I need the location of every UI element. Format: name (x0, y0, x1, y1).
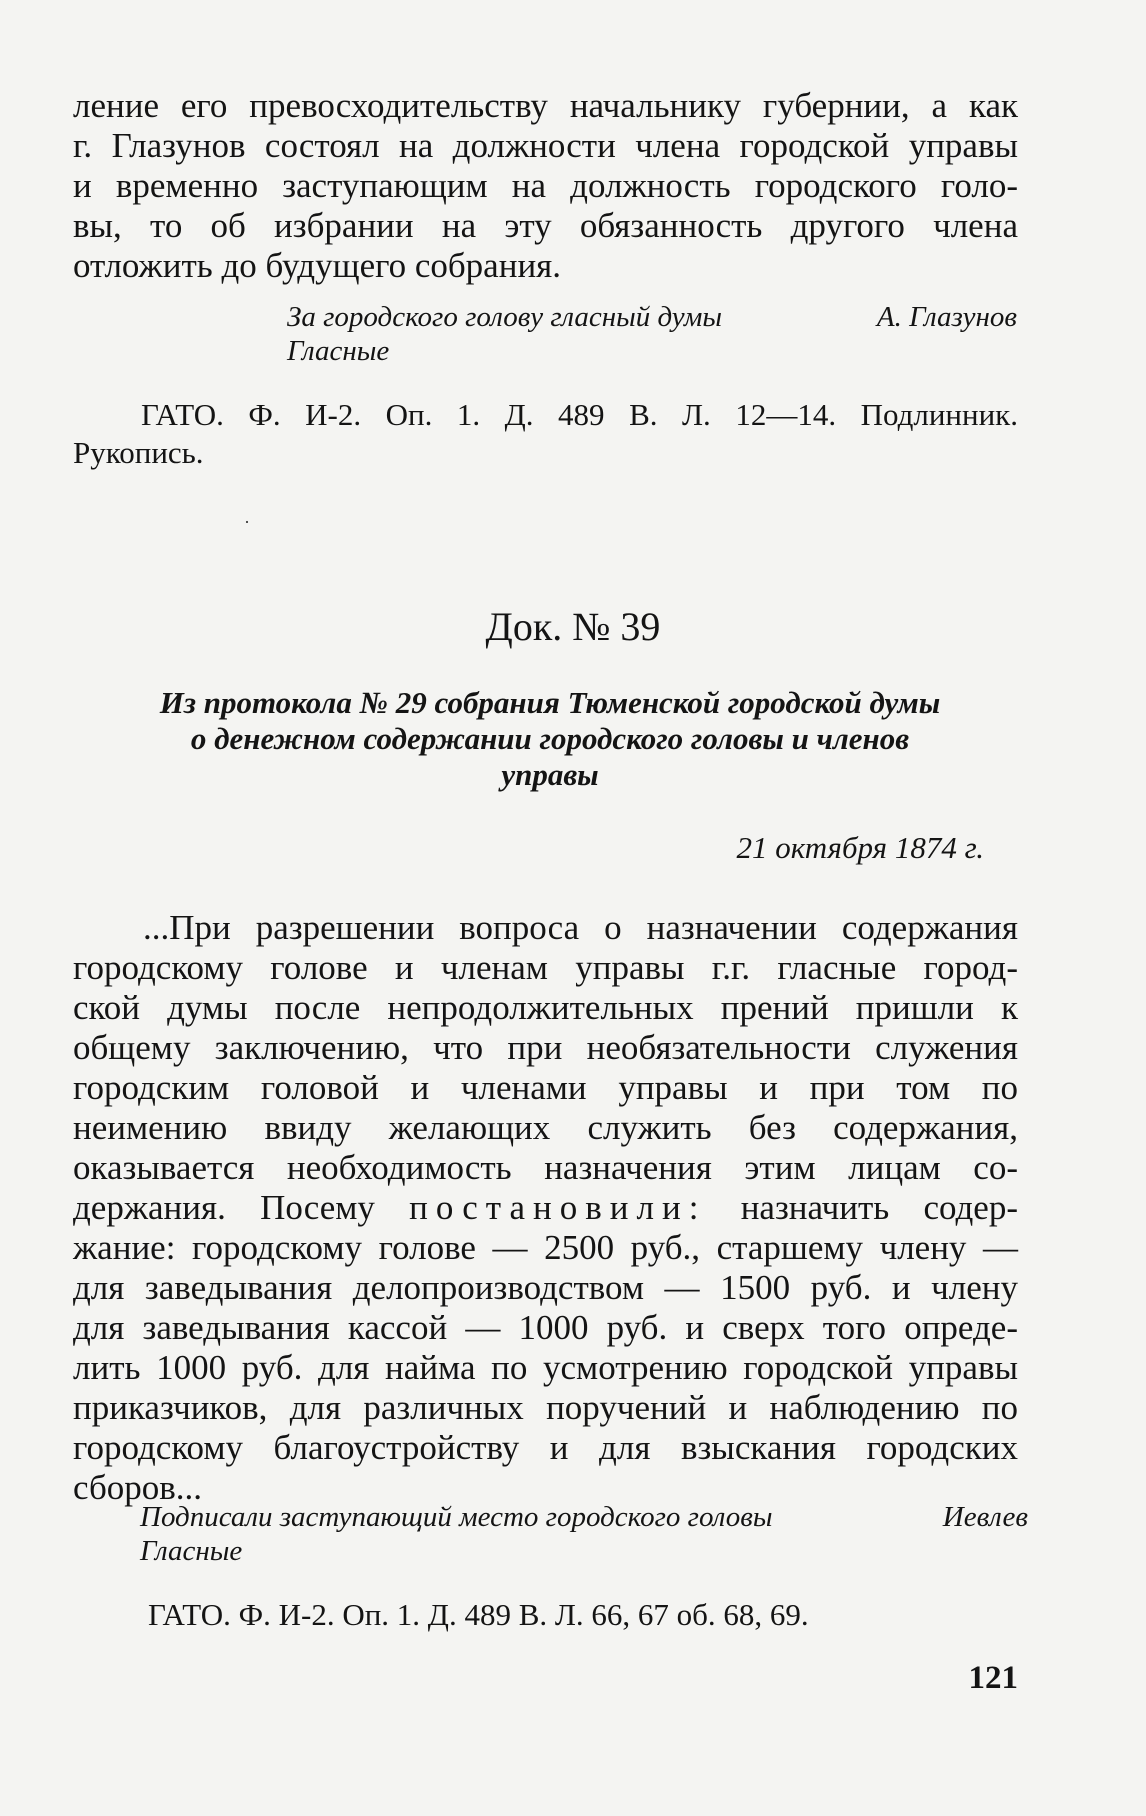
text-line: ление его превосходительству начальнику губернии, а как (73, 86, 1018, 125)
text-line: приказчиков, для различных поручений и наблюдению по (73, 1388, 1018, 1427)
signature-block (140, 1500, 1028, 1568)
heading-line: управы (501, 757, 599, 792)
text-line: для заведывания кассой — 1000 руб. и сверх того опреде- (73, 1308, 1018, 1347)
signature-block (287, 300, 1017, 368)
text-line: городскому благоустройству и для взыскания городских (73, 1428, 1018, 1467)
text-fragment: назначить содер- (740, 1188, 1018, 1227)
text-line: ской думы после непродолжительных прений пришли к (73, 988, 1018, 1027)
continued-paragraph (73, 86, 1018, 286)
archive-line: ГАТО. Ф. И-2. Оп. 1. Д. 489 В. Л. 12—14. Подлинник. (141, 397, 1018, 432)
heading-line: Из протокола № 29 собрания Тюменской городской думы (159, 685, 941, 720)
text-line: оказывается необходимость назначения этим лицам со- (73, 1148, 1018, 1187)
text-line: отложить до будущего собрания. (73, 246, 562, 285)
text-line (73, 1188, 1018, 1228)
page-number: 121 (968, 1660, 1018, 1696)
text-line: общему заключению, что при необязательности служения (73, 1028, 1018, 1067)
archive-line: ГАТО. Ф. И-2. Оп. 1. Д. 489 В. Л. 66, 67 об. 68, 69. (148, 1597, 809, 1632)
heading-line: о денежном содержании городского головы и членов (190, 721, 910, 756)
document-title: Док. № 39 (485, 604, 661, 649)
text-line: г. Глазунов состоял на должности члена городской управы (73, 126, 1018, 165)
document-date: 21 октября 1874 г. (736, 830, 984, 865)
signatory-name: А. Глазунов (876, 301, 1017, 333)
archive-reference (148, 1596, 809, 1634)
signatory-name: Иевлев (942, 1501, 1028, 1533)
text-line: лить 1000 руб. для найма по усмотрению городской управы (73, 1348, 1018, 1387)
text-line: неимению ввиду желающих служить без содержания, (73, 1108, 1018, 1147)
archive-line: Рукопись. (73, 435, 204, 470)
text-line: сборов... (73, 1468, 203, 1507)
document-body (73, 908, 1018, 1508)
text-line: городским головой и членами управы и при том по (73, 1068, 1018, 1107)
text-line: жание: городскому голове — 2500 руб., старшему члену — (73, 1228, 1018, 1267)
signatory-members: Гласные (287, 335, 390, 367)
document-heading (80, 685, 1020, 793)
text-line: и временно заступающим на должность городского голо- (73, 166, 1018, 205)
signatory-role: За городского голову гласный думы (287, 301, 723, 333)
text-line: городскому голове и членам управы г.г. гласные город- (73, 948, 1018, 987)
signatory-members: Гласные (140, 1535, 243, 1567)
text-line: вы, то об избрании на эту обязанность другого члена (73, 206, 1018, 245)
text-line: для заведывания делопроизводством — 1500 руб. и члену (73, 1268, 1018, 1307)
page-speck: · (244, 512, 250, 532)
resolution-word: постановили: (409, 1188, 707, 1227)
text-line: ...При разрешении вопроса о назначении содержания (143, 908, 1018, 947)
text-fragment: держания. Посему (73, 1188, 375, 1227)
archive-reference (73, 396, 1018, 472)
signatory-role: Подписали заступающий место городского головы (140, 1501, 773, 1533)
